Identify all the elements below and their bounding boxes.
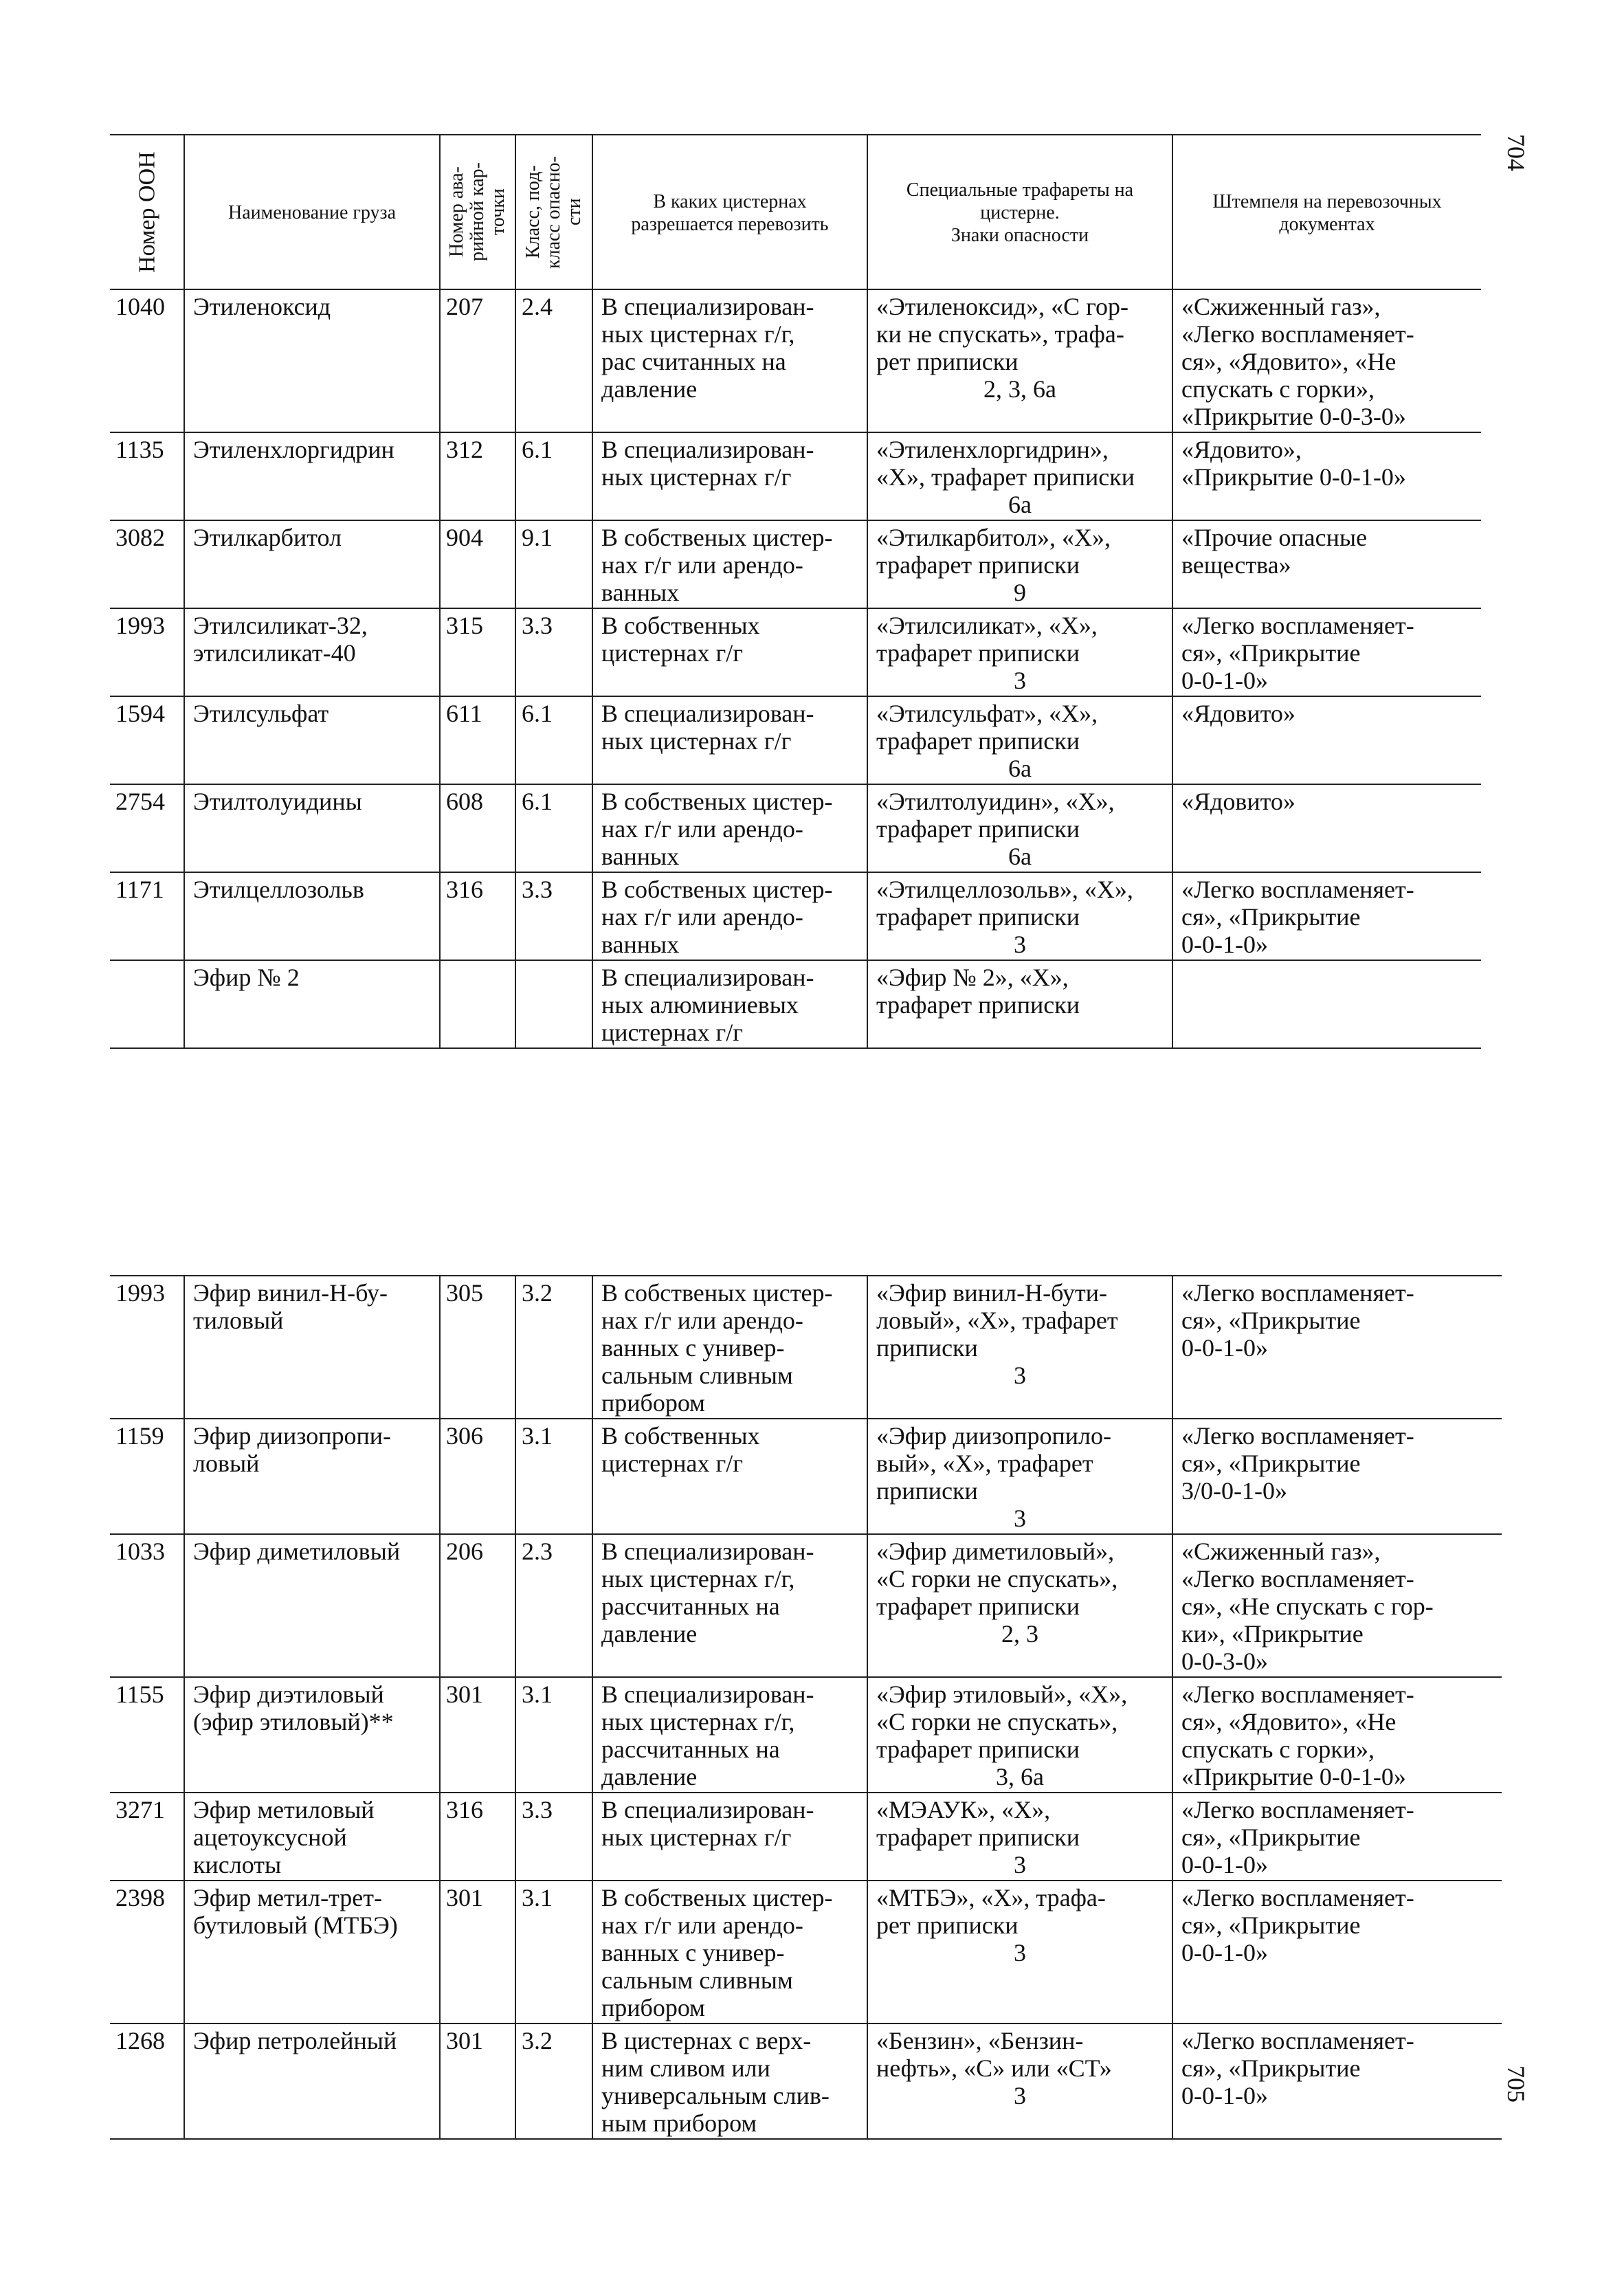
stamps-cell: «Легко воспламеняет- ся», «Прикрытие 0-0-1-0»: [1172, 608, 1481, 696]
hazard-class-cell: 3.1: [515, 1419, 592, 1534]
tanks-cell: В цистернах с верх- ним сливом или универсальным слив- ным прибором: [592, 2023, 867, 2139]
cargo-name-cell: Этиленоксид: [184, 289, 440, 432]
cargo-name-cell: Этилтолуидины: [184, 784, 440, 872]
stamps-cell: «Сжиженный газ», «Легко воспламеняет- ся», «Ядовито», «Не спускать с горки», «Прикрытие 0-0-3-0»: [1172, 289, 1481, 432]
hazard-signs: 6а: [1008, 491, 1032, 518]
hazard-class-cell: 3.1: [515, 1677, 592, 1793]
hazard-class-cell: 9.1: [515, 520, 592, 608]
stamps-cell: «Легко воспламеняет- ся», «Прикрытие 0-0-1-0»: [1172, 2023, 1502, 2139]
stencil-text: «Эфир диизопропило- вый», «Х», трафарет приписки: [876, 1422, 1111, 1505]
header-un-number: Номер ООН: [110, 135, 184, 289]
hazard-signs: 3: [1014, 1505, 1026, 1532]
header-card: Номер ава- рийной кар- точки: [440, 135, 515, 289]
header-stamps: Штемпеля на перевозочных документах: [1172, 135, 1481, 289]
emergency-card-cell: [440, 960, 515, 1048]
hazard-class-cell: 3.2: [515, 1276, 592, 1419]
stamps-cell: «Прочие опасные вещества»: [1172, 520, 1481, 608]
stencil-text: «Эфир этиловый», «Х», «С горки не спускать», трафарет приписки: [876, 1681, 1128, 1763]
stamps-cell: «Легко воспламеняет- ся», «Прикрытие 0-0-1-0»: [1172, 1276, 1502, 1419]
cargo-name-cell: Этилсульфат: [184, 696, 440, 784]
emergency-card-cell: 312: [440, 432, 515, 520]
stencils-cell: [867, 872, 1172, 960]
table-row: [110, 2023, 1502, 2139]
stencil-text: «Этилкарбитол», «Х», трафарет приписки: [876, 524, 1111, 579]
tanks-cell: В специализирован- ных алюминиевых цистернах г/г: [592, 960, 867, 1048]
hazard-class-cell: 2.4: [515, 289, 592, 432]
emergency-card-cell: 206: [440, 1534, 515, 1677]
cargo-name-cell: Эфир диметиловый: [184, 1534, 440, 1677]
tanks-cell: В специализирован- ных цистернах г/г, рас считанных на давление: [592, 289, 867, 432]
hazard-signs: 3: [1014, 1939, 1026, 1966]
stamps-cell: [1172, 960, 1481, 1048]
stencils-cell: [867, 1534, 1172, 1677]
table-row: [110, 289, 1481, 432]
emergency-card-cell: 316: [440, 872, 515, 960]
un-number-cell: 1135: [110, 432, 184, 520]
stencil-text: «Этилсиликат», «Х», трафарет приписки: [876, 612, 1098, 667]
un-number-cell: [110, 960, 184, 1048]
stencils-cell: [867, 696, 1172, 784]
hazard-signs: 3: [1014, 1851, 1026, 1878]
emergency-card-cell: 904: [440, 520, 515, 608]
tanks-cell: В специализирован- ных цистернах г/г: [592, 432, 867, 520]
emergency-card-cell: 316: [440, 1793, 515, 1881]
stencils-cell: [867, 784, 1172, 872]
stencil-text: «МЭАУК», «Х», трафарет приписки: [876, 1796, 1080, 1851]
cargo-name-cell: Эфир метил-трет- бутиловый (МТБЭ): [184, 1881, 440, 2023]
stencil-text: «Этиленоксид», «С гор- ки не спускать», трафа- рет приписки: [876, 293, 1128, 375]
tanks-cell: В собственых цистер- нах г/г или арендо- ванных: [592, 872, 867, 960]
stencils-cell: [867, 2023, 1172, 2139]
stencil-text: «Бензин», «Бензин- нефть», «С» или «СТ»: [876, 2027, 1112, 2082]
hazard-class-cell: [515, 960, 592, 1048]
hazard-signs: 6а: [1008, 755, 1032, 782]
hazard-signs: 6а: [1008, 843, 1032, 870]
table-row: [110, 960, 1481, 1048]
table-row: [110, 1677, 1502, 1793]
emergency-card-cell: 315: [440, 608, 515, 696]
hazard-signs: 9: [1014, 579, 1026, 606]
stamps-cell: «Легко воспламеняет- ся», «Прикрытие 0-0-1-0»: [1172, 872, 1481, 960]
tanks-cell: В собственых цистер- нах г/г или арендо- ванных с универ- сальным сливным прибором: [592, 1881, 867, 2023]
stencils-cell: [867, 1419, 1172, 1534]
un-number-cell: 1993: [110, 1276, 184, 1419]
header-class: Класс, под- класс опасно- сти: [515, 135, 592, 289]
table-row: [110, 1881, 1502, 2023]
stamps-cell: «Ядовито»: [1172, 696, 1481, 784]
cargo-table-top: [110, 134, 1481, 1049]
stencils-cell: [867, 1793, 1172, 1881]
un-number-cell: 1033: [110, 1534, 184, 1677]
stencils-cell: [867, 520, 1172, 608]
cargo-name-cell: Эфир винил-Н-бу- тиловый: [184, 1276, 440, 1419]
emergency-card-cell: 305: [440, 1276, 515, 1419]
stencils-cell: [867, 1881, 1172, 2023]
un-number-cell: 1268: [110, 2023, 184, 2139]
stencils-cell: [867, 1677, 1172, 1793]
tanks-cell: В специализирован- ных цистернах г/г, рассчитанных на давление: [592, 1677, 867, 1793]
stencils-cell: [867, 289, 1172, 432]
stamps-cell: «Легко воспламеняет- ся», «Ядовито», «Не спускать с горки», «Прикрытие 0-0-1-0»: [1172, 1677, 1502, 1793]
stencil-text: «Этилтолуидин», «Х», трафарет приписки: [876, 788, 1115, 843]
emergency-card-cell: 301: [440, 2023, 515, 2139]
stamps-cell: «Ядовито», «Прикрытие 0-0-1-0»: [1172, 432, 1481, 520]
header-stencils: Специальные трафареты на цистерне. Знаки опасности: [867, 135, 1172, 289]
stamps-cell: «Сжиженный газ», «Легко воспламеняет- ся», «Не спускать с гор- ки», «Прикрытие 0-0-3-0»: [1172, 1534, 1502, 1677]
header-tanks: В каких цистернах разрешается перевозить: [592, 135, 867, 289]
hazard-signs: 3: [1014, 1362, 1026, 1389]
table-row: [110, 872, 1481, 960]
hazard-signs: 3: [1014, 2082, 1026, 2109]
table-row: [110, 432, 1481, 520]
hazard-class-cell: 6.1: [515, 696, 592, 784]
hazard-signs: 3: [1014, 667, 1026, 694]
stencil-text: «Этилсульфат», «Х», трафарет приписки: [876, 700, 1098, 755]
hazard-class-cell: 2.3: [515, 1534, 592, 1677]
page-number-bottom: 705: [1502, 2065, 1530, 2103]
stamps-cell: «Ядовито»: [1172, 784, 1481, 872]
stencil-text: «Эфир № 2», «Х», трафарет приписки: [876, 964, 1080, 1019]
hazard-signs: 2, 3: [1001, 1620, 1038, 1648]
header-name: Наименование груза: [184, 135, 440, 289]
cargo-table-bottom: [110, 1275, 1502, 2140]
tanks-cell: В специализирован- ных цистернах г/г: [592, 1793, 867, 1881]
un-number-cell: 1594: [110, 696, 184, 784]
stencil-text: «Этилцеллозольв», «Х», трафарет приписки: [876, 876, 1133, 931]
stencil-text: «Эфир диметиловый», «С горки не спускать», трафарет приписки: [876, 1538, 1118, 1620]
table-row: [110, 1276, 1502, 1419]
tanks-cell: В собственных цистернах г/г: [592, 1419, 867, 1534]
table-row: [110, 608, 1481, 696]
cargo-name-cell: Этилцеллозольв: [184, 872, 440, 960]
hazard-class-cell: 3.1: [515, 1881, 592, 2023]
un-number-cell: 2398: [110, 1881, 184, 2023]
table-header-row: [110, 135, 1481, 289]
cargo-name-cell: Этилкарбитол: [184, 520, 440, 608]
table-row: [110, 1419, 1502, 1534]
tanks-cell: В специализирован- ных цистернах г/г, рассчитанных на давление: [592, 1534, 867, 1677]
table-row: [110, 696, 1481, 784]
hazard-signs: 3: [1014, 931, 1026, 958]
stamps-cell: «Легко воспламеняет- ся», «Прикрытие 3/0-0-1-0»: [1172, 1419, 1502, 1534]
cargo-name-cell: Этиленхлоргидрин: [184, 432, 440, 520]
stencils-cell: [867, 608, 1172, 696]
hazard-class-cell: 3.3: [515, 608, 592, 696]
tanks-cell: В собственых цистер- нах г/г или арендо- ванных: [592, 520, 867, 608]
hazard-class-cell: 3.3: [515, 1793, 592, 1881]
un-number-cell: 1040: [110, 289, 184, 432]
cargo-name-cell: Эфир петролейный: [184, 2023, 440, 2139]
hazard-class-cell: 6.1: [515, 432, 592, 520]
hazard-class-cell: 3.3: [515, 872, 592, 960]
un-number-cell: 1993: [110, 608, 184, 696]
un-number-cell: 3271: [110, 1793, 184, 1881]
tanks-cell: В специализирован- ных цистернах г/г: [592, 696, 867, 784]
stencil-text: «МТБЭ», «Х», трафа- рет приписки: [876, 1884, 1106, 1939]
hazard-class-cell: 6.1: [515, 784, 592, 872]
cargo-name-cell: Эфир метиловый ацетоуксусной кислоты: [184, 1793, 440, 1881]
page-number-top: 704: [1502, 134, 1530, 171]
stencils-cell: [867, 960, 1172, 1048]
emergency-card-cell: 608: [440, 784, 515, 872]
cargo-name-cell: Эфир № 2: [184, 960, 440, 1048]
un-number-cell: 1155: [110, 1677, 184, 1793]
hazard-signs: 2, 3, 6а: [983, 375, 1056, 403]
emergency-card-cell: 611: [440, 696, 515, 784]
table-row: [110, 1793, 1502, 1881]
emergency-card-cell: 207: [440, 289, 515, 432]
cargo-name-cell: Эфир диэтиловый (эфир этиловый)**: [184, 1677, 440, 1793]
un-number-cell: 3082: [110, 520, 184, 608]
table-row: [110, 1534, 1502, 1677]
table-row: [110, 784, 1481, 872]
stamps-cell: «Легко воспламеняет- ся», «Прикрытие 0-0-1-0»: [1172, 1881, 1502, 2023]
tanks-cell: В собственых цистер- нах г/г или арендо- ванных с универ- сальным сливным прибором: [592, 1276, 867, 1419]
cargo-name-cell: Этилсиликат-32, этилсиликат-40: [184, 608, 440, 696]
cargo-name-cell: Эфир диизопропи- ловый: [184, 1419, 440, 1534]
un-number-cell: 2754: [110, 784, 184, 872]
un-number-cell: 1171: [110, 872, 184, 960]
stencils-cell: [867, 432, 1172, 520]
stencils-cell: [867, 1276, 1172, 1419]
emergency-card-cell: 301: [440, 1677, 515, 1793]
table-row: [110, 520, 1481, 608]
tanks-cell: В собственных цистернах г/г: [592, 608, 867, 696]
stencil-text: «Этиленхлоргидрин», «Х», трафарет приписки: [876, 436, 1135, 491]
stamps-cell: «Легко воспламеняет- ся», «Прикрытие 0-0-1-0»: [1172, 1793, 1502, 1881]
hazard-signs: 3, 6а: [996, 1763, 1044, 1790]
un-number-cell: 1159: [110, 1419, 184, 1534]
tanks-cell: В собственых цистер- нах г/г или арендо- ванных: [592, 784, 867, 872]
hazard-class-cell: 3.2: [515, 2023, 592, 2139]
emergency-card-cell: 306: [440, 1419, 515, 1534]
emergency-card-cell: 301: [440, 1881, 515, 2023]
stencil-text: «Эфир винил-Н-бути- ловый», «Х», трафарет приписки: [876, 1279, 1118, 1362]
